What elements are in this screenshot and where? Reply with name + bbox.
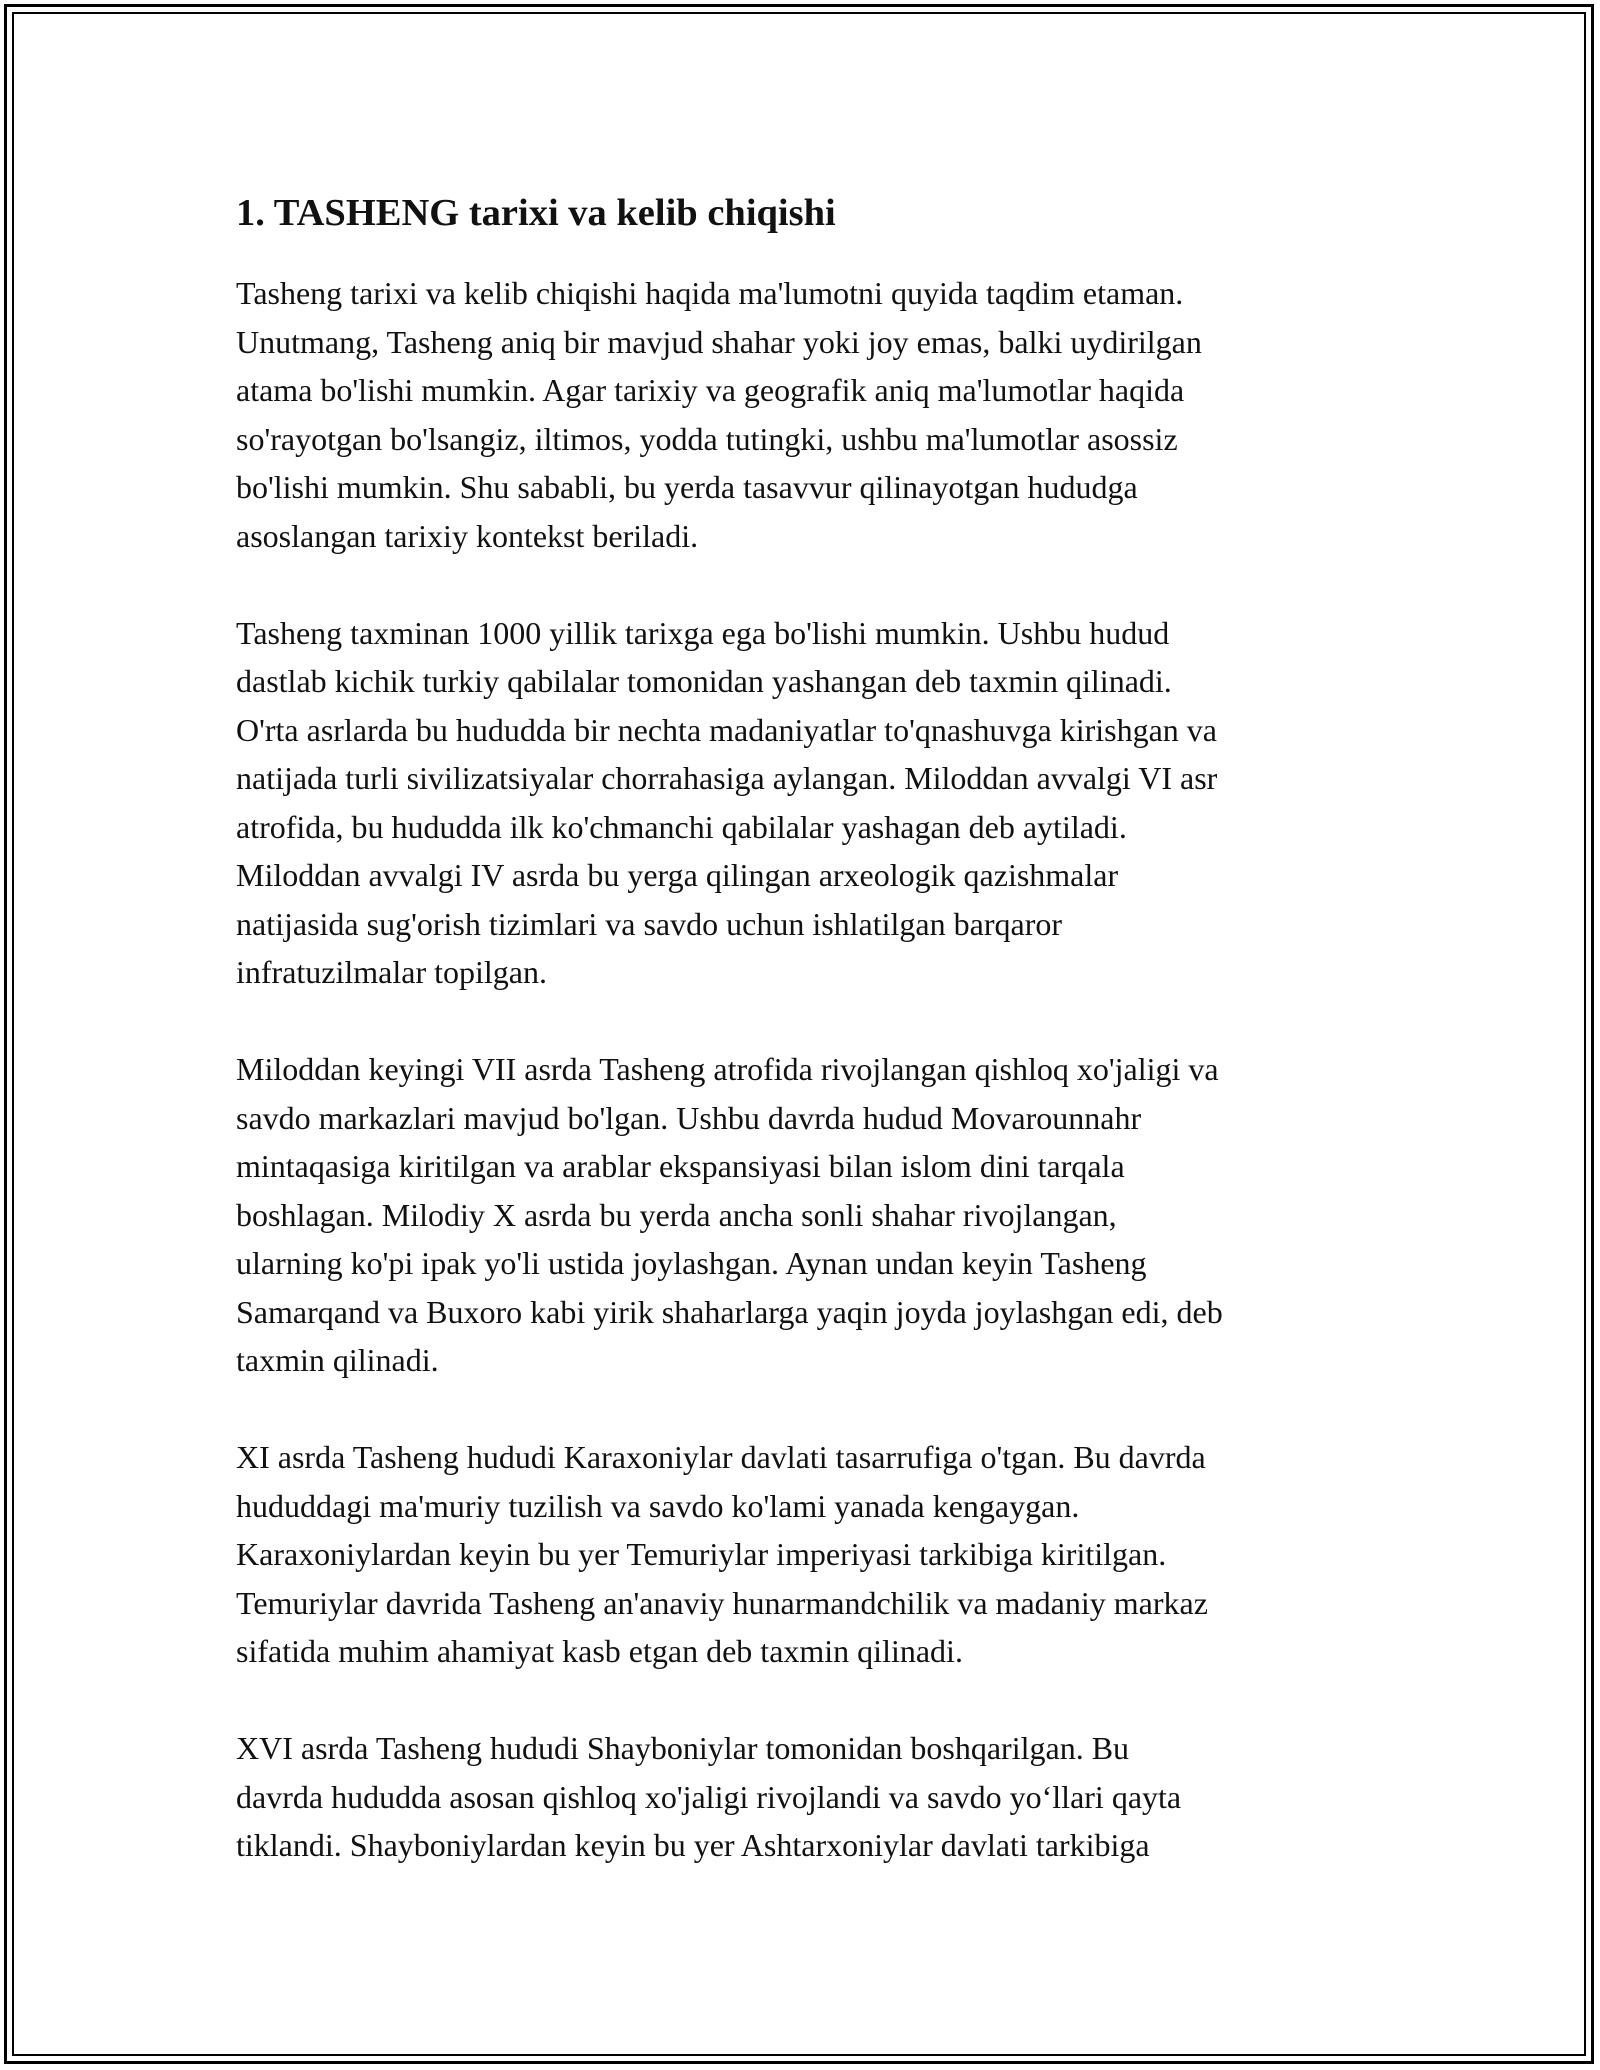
text-line: natijasida sug'orish tizimlari va savdo uchun ishlatilgan barqaror [236, 905, 1062, 942]
text-line: so'rayotgan bo'lsangiz, iltimos, yodda tutingki, ushbu ma'lumotlar asossiz [236, 420, 1178, 457]
text-line: Karaxoniylardan keyin bu yer Temuriylar imperiyasi tarkibiga kiritilgan. [236, 1536, 1167, 1572]
text-line: savdo markazlari mavjud bo'lgan. Ushbu davrda hudud Movarounnahr [236, 1099, 1142, 1136]
text-line: ularning ko'pi ipak yo'li ustida joylashgan. Aynan undan keyin Tasheng [236, 1245, 1147, 1281]
text-line: davrda hududda asosan qishloq xo'jaligi rivojlandi va savdo yo‘llari qayta [236, 1778, 1182, 1815]
text-line: asoslangan tarixiy kontekst beriladi. [236, 517, 699, 554]
text-line: natijada turli sivilizatsiyalar chorrahasiga aylangan. Miloddan avvalgi VI asr [236, 760, 1218, 796]
text-line: infratuzilmalar topilgan. [236, 954, 547, 990]
text-line: Miloddan avvalgi IV asrda bu yerga qilingan arxeologik qazishmalar [236, 857, 1119, 893]
text-line: Tasheng tarixi va kelib chiqishi haqida ma'lumotni quyida taqdim etaman. [236, 275, 1184, 311]
text-line: atrofida, bu hududda ilk ko'chmanchi qabilalar yashagan deb aytiladi. [236, 808, 1127, 845]
text-line: Miloddan keyingi VII asrda Tasheng atrofida rivojlangan qishloq xo'jaligi va [236, 1051, 1219, 1087]
paragraph-2 [236, 609, 1376, 997]
text-line: dastlab kichik turkiy qabilalar tomonidan yashangan deb taxmin qilinadi. [236, 663, 1172, 699]
paragraph-4 [236, 1433, 1376, 1676]
text-line: sifatida muhim ahamiyat kasb etgan deb taxmin qilinadi. [236, 1633, 963, 1669]
text-line: Samarqand va Buxoro kabi yirik shaharlarga yaqin joyda joylashgan edi, deb [236, 1293, 1223, 1330]
text-line: tiklandi. Shayboniylardan keyin bu yer Ashtarxoniylar davlati tarkibiga [236, 1827, 1150, 1863]
paragraph-3 [236, 1045, 1376, 1385]
paragraph-1 [236, 269, 1376, 560]
section-heading: 1. TASHENG tarixi va kelib chiqishi [236, 192, 836, 234]
text-line: O'rta asrlarda bu hududda bir nechta madaniyatlar to'qnashuvga kirishgan va [236, 711, 1217, 748]
text-line: Temuriylar davrida Tasheng an'anaviy hunarmandchilik va madaniy markaz [236, 1584, 1208, 1621]
text-line: XVI asrda Tasheng hududi Shayboniylar tomonidan boshqarilgan. Bu [236, 1730, 1130, 1766]
text-line: atama bo'lishi mumkin. Agar tarixiy va geografik aniq ma'lumotlar haqida [236, 372, 1185, 408]
document-body [236, 190, 1376, 1918]
text-line: hududdagi ma'muriy tuzilish va savdo ko'lami yanada kengaygan. [236, 1487, 1080, 1524]
text-line: boshlagan. Milodiy X asrda bu yerda ancha sonli shahar rivojlangan, [236, 1196, 1117, 1233]
paragraph-5 [236, 1724, 1376, 1870]
text-line: taxmin qilinadi. [236, 1342, 439, 1378]
text-line: Unutmang, Tasheng aniq bir mavjud shahar yoki joy emas, balki uydirilgan [236, 323, 1202, 360]
text-line: XI asrda Tasheng hududi Karaxoniylar davlati tasarrufiga o'tgan. Bu davrda [236, 1439, 1206, 1475]
text-line: Tasheng taxminan 1000 yillik tarixga ega bo'lishi mumkin. Ushbu hudud [236, 614, 1170, 651]
text-line: bo'lishi mumkin. Shu sababli, bu yerda tasavvur qilinayotgan hududga [236, 469, 1138, 505]
text-line: mintaqasiga kiritilgan va arablar ekspansiyasi bilan islom dini tarqala [236, 1148, 1125, 1184]
